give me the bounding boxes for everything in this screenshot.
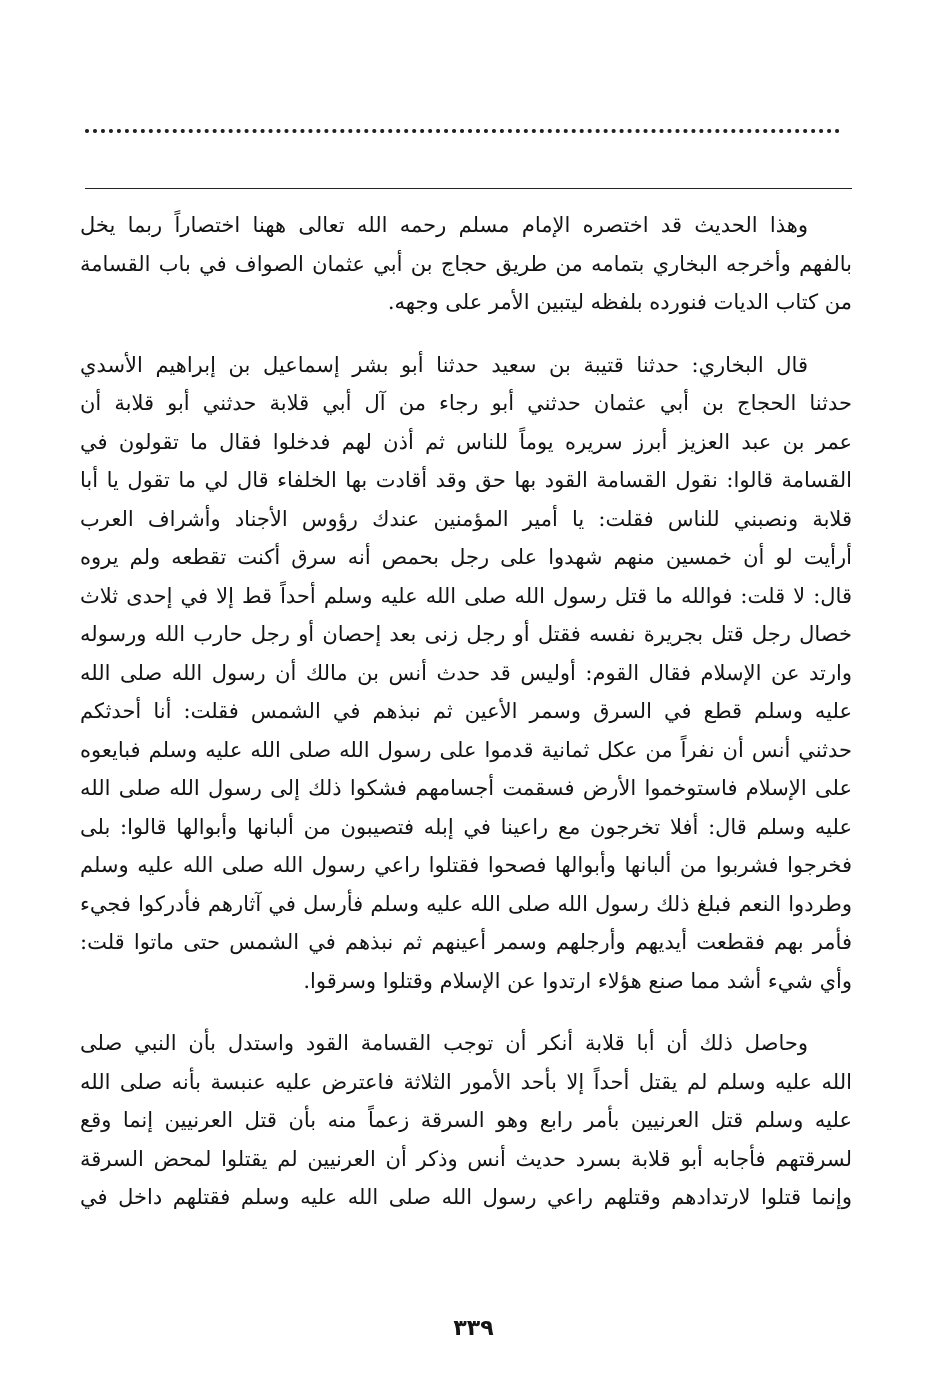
text-line: حدثنا الحجاج بن أبي عثمان حدثني أبو رجاء من آل أبي قلابة حدثني أبو قلابة أن xyxy=(80,391,852,415)
text-line: الله عليه وسلم لم يقتل أحداً إلا بأحد الأمور الثلاثة فاعترض عليه عنبسة بأنه صلى الله xyxy=(80,1069,852,1094)
paragraph-3 xyxy=(80,1024,852,1217)
text-line: عليه وسلم قال: أفلا تخرجون مع راعينا في إبله فتصيبون من ألبانها وأبوالها قالوا: بلى xyxy=(80,814,852,839)
text-line: أرأيت لو أن خمسين منهم شهدوا على رجل بحمص أنه سرق أكنت تقطعه ولم يروه xyxy=(80,545,852,569)
page-number: ٣٣٩ xyxy=(453,1316,494,1341)
paragraph-gap xyxy=(80,322,852,346)
paragraph-2 xyxy=(80,346,852,1001)
text-line: فخرجوا فشربوا من ألبانها وأبوالها فصحوا فقتلوا راعي رسول الله صلى الله عليه وسلم xyxy=(80,853,852,877)
text-line: وإنما قتلوا لارتدادهم وقتلهم راعي رسول الله صلى الله عليه وسلم فقتلهم داخل في xyxy=(80,1185,852,1209)
main-text xyxy=(80,206,852,1217)
text-line: خصال رجل قتل بجريرة نفسه فقتل أو رجل زنى بعد إحصان أو رجل حارب الله ورسوله xyxy=(80,622,852,646)
text-line: عليه وسلم قطع في السرق وسمر الأعين ثم نبذهم في الشمس فقلت: أنا أحدثكم xyxy=(80,699,852,723)
text-line: لسرقتهم فأجابه أبو قلابة بسرد حديث أنس وذكر أن العرنيين لم يقتلوا لمحض السرقة xyxy=(80,1146,852,1171)
text-line: من كتاب الديات فنورده بلفظه ليتبين الأمر على وجهه. xyxy=(387,290,852,314)
text-line: فأمر بهم فقطعت أيديهم وأرجلهم وسمر أعينهم ثم نبذهم في الشمس حتى ماتوا قلت: xyxy=(80,930,852,954)
text-line: وهذا الحديث قد اختصره الإمام مسلم رحمه الله تعالى ههنا اختصاراً ربما يخل xyxy=(80,213,808,237)
text-line: على الإسلام فاستوخموا الأرض فسقمت أجسامهم فشكوا ذلك إلى رسول الله صلى الله xyxy=(80,776,852,800)
text-line: وأي شيء أشد مما صنع هؤلاء ارتدوا عن الإسلام وقتلوا وسرقوا. xyxy=(303,968,852,993)
header-rule xyxy=(85,188,852,189)
text-line: عليه وسلم قتل العرنيين بأمر رابع وهو السرقة زعماً منه بأن قتل العرنيين إنما وقع xyxy=(80,1108,852,1132)
paragraph-1 xyxy=(80,206,852,322)
text-line: قال: لا قلت: فوالله ما قتل رسول الله صلى الله عليه وسلم أحداً قط إلا في إحدى ثلاث xyxy=(80,583,852,608)
text-line: وارتد عن الإسلام فقال القوم: أوليس قد حدث أنس بن مالك أن رسول الله صلى الله xyxy=(80,660,852,685)
paragraph-gap xyxy=(80,1000,852,1024)
text-line: القسامة قالوا: نقول القسامة القود بها حق وقد أقادت بها الخلفاء قال لي ما تقول يا أبا xyxy=(80,468,852,492)
text-line: وحاصل ذلك أن أبا قلابة أنكر أن توجب القسامة القود واستدل بأن النبي صلى xyxy=(80,1031,808,1055)
text-line: قلابة ونصبني للناس فقلت: يا أمير المؤمنين عندك رؤوس الأجناد وأشراف العرب xyxy=(80,506,852,531)
text-line: بالفهم وأخرجه البخاري بتمامه من طريق حجاج بن أبي عثمان الصواف في باب القسامة xyxy=(80,251,852,276)
text-line: قال البخاري: حدثنا قتيبة بن سعيد حدثنا أبو بشر إسماعيل بن إبراهيم الأسدي xyxy=(80,352,808,377)
text-line: حدثني أنس أن نفراً من عكل ثمانية قدموا على رسول الله صلى الله عليه وسلم فبايعوه xyxy=(80,737,852,762)
text-line: وطردوا النعم فبلغ ذلك رسول الله صلى الله عليه وسلم فأرسل في آثارهم فأدركوا فجيء xyxy=(80,891,852,916)
footnote-dotted-separator xyxy=(85,129,840,133)
text-line: عمر بن عبد العزيز أبرز سريره يوماً للناس ثم أذن لهم فدخلوا فقال ما تقولون في xyxy=(80,429,852,454)
